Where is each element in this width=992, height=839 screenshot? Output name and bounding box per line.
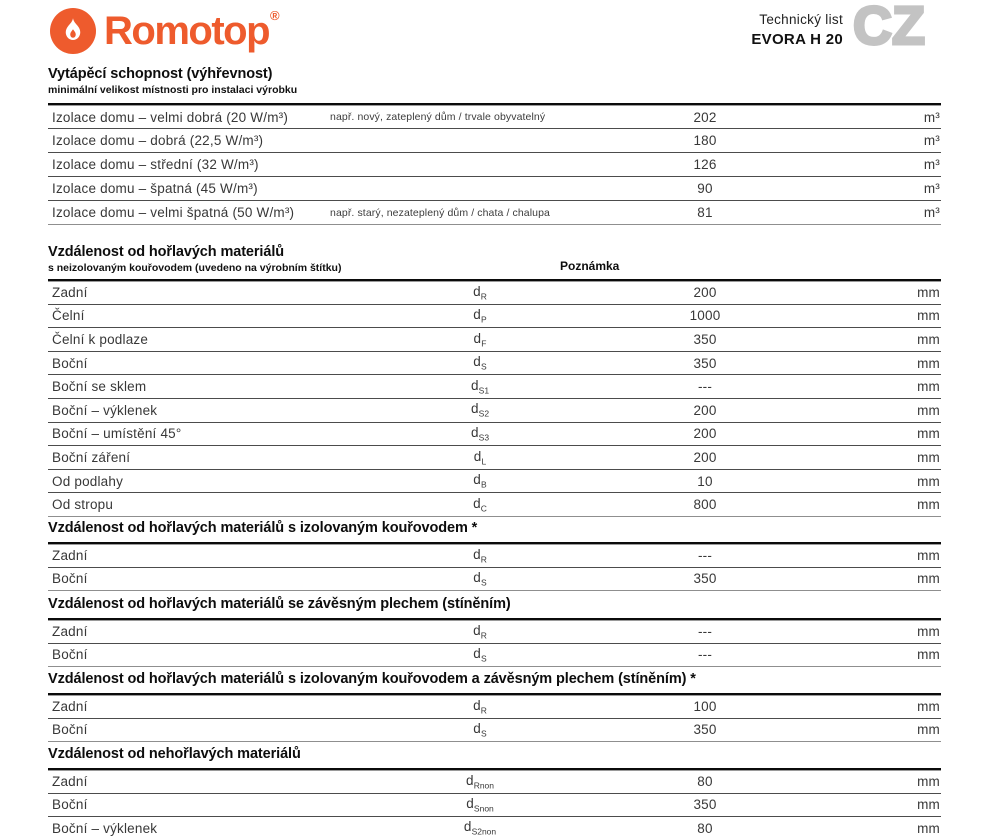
- row-note: např. nový, zateplený dům / trvale obyvatelný: [330, 111, 546, 123]
- table-row: [48, 305, 941, 329]
- row-label: Od stropu: [52, 497, 114, 513]
- row-symbol: $d_B$: [473, 472, 487, 490]
- row-symbol: $d_{Rnon}$: [465, 772, 495, 791]
- table-row: [48, 375, 941, 399]
- row-label: Izolace domu – velmi dobrá (20 W/m³): [52, 109, 289, 125]
- table-row: [48, 544, 941, 568]
- row-value: ---: [697, 548, 713, 564]
- row-label: Boční se sklem: [52, 379, 147, 395]
- row-symbol: $d_{S2}$: [470, 401, 490, 420]
- row-unit: mm: [917, 426, 940, 442]
- row-symbol: $d_S$: [473, 645, 487, 664]
- table-row: [48, 328, 941, 352]
- row-label: Boční – výklenek: [52, 402, 158, 418]
- row-unit: mm: [917, 624, 940, 640]
- row-unit: mm: [917, 548, 940, 564]
- row-label: Boční – umístění 45°: [52, 426, 182, 442]
- row-symbol: $d_{S1}$: [470, 377, 490, 396]
- row-label: Izolace domu – špatná (45 W/m³): [52, 181, 258, 196]
- row-symbol: $d_R$: [473, 546, 487, 565]
- section-title: Vzdálenost od nehořlavých materiálů: [48, 746, 301, 762]
- table-row: [48, 817, 941, 839]
- row-label: Izolace domu – velmi špatná (50 W/m³): [52, 205, 295, 220]
- row-value: 350: [693, 571, 717, 587]
- row-label: Zadní: [52, 699, 88, 715]
- table-row: [48, 470, 941, 494]
- section-distance-shield: [48, 596, 941, 667]
- distance-table: [48, 693, 941, 742]
- row-value: ---: [697, 624, 713, 640]
- distance-table: [48, 618, 941, 667]
- section-distance-nonflammable: [48, 746, 941, 839]
- row-unit: mm: [917, 497, 940, 513]
- table-row: [48, 770, 941, 794]
- row-label: Boční: [52, 355, 88, 371]
- row-value: 800: [693, 497, 717, 513]
- section-title: Vzdálenost od hořlavých materiálů se závěsným plechem (stíněním): [48, 596, 511, 612]
- flame-icon: [50, 8, 96, 54]
- section-distance-insulated-flue-shield: [48, 671, 941, 742]
- table-row: [48, 105, 941, 129]
- row-unit: m³: [923, 157, 940, 172]
- row-symbol: $d_R$: [473, 622, 487, 641]
- row-unit: m³: [923, 133, 940, 148]
- row-value: 1000: [689, 308, 721, 324]
- product-name: EVORA H 20: [751, 31, 843, 48]
- row-symbol: $d_S$: [473, 720, 487, 739]
- row-symbol: $d_R$: [473, 283, 487, 302]
- language-badge: CZ: [853, 0, 925, 56]
- row-value: ---: [697, 379, 713, 395]
- row-value: 200: [693, 402, 717, 418]
- table-row: [48, 620, 941, 644]
- row-value: 202: [693, 109, 717, 125]
- row-value: 90: [697, 181, 713, 196]
- registered-trademark-symbol: ®: [270, 7, 280, 23]
- row-value: 180: [693, 133, 717, 148]
- row-value: ---: [697, 647, 713, 663]
- row-unit: mm: [917, 449, 940, 465]
- row-symbol: $d_F$: [473, 330, 487, 349]
- row-value: 200: [693, 449, 717, 465]
- section-distance-uninsulated-flue: [48, 244, 941, 517]
- row-unit: mm: [917, 647, 940, 663]
- row-label: Čelní: [52, 308, 85, 324]
- row-value: 200: [693, 285, 717, 301]
- row-unit: mm: [917, 722, 940, 738]
- table-row: [48, 177, 941, 201]
- row-unit: m³: [923, 205, 940, 220]
- table-row: [48, 201, 941, 225]
- section-title: Vzdálenost od hořlavých materiálů s izolovaným kouřovodem *: [48, 520, 478, 536]
- row-unit: mm: [917, 820, 940, 836]
- row-value: 200: [693, 426, 717, 442]
- table-row: [48, 493, 941, 517]
- row-value: 10: [697, 473, 713, 489]
- heating-capacity-table: [48, 103, 941, 225]
- row-unit: mm: [917, 797, 940, 813]
- row-unit: mm: [917, 355, 940, 371]
- table-row: [48, 695, 941, 719]
- row-value: 80: [697, 774, 713, 790]
- row-symbol: $d_L$: [473, 448, 487, 467]
- table-row: [48, 794, 941, 818]
- row-label: Boční – výklenek: [52, 820, 158, 836]
- row-value: 350: [693, 722, 717, 738]
- romotop-logo: [50, 8, 279, 54]
- table-row: [48, 423, 941, 447]
- row-symbol: $d_{S3}$: [470, 425, 490, 443]
- table-row: [48, 446, 941, 470]
- table-row: [48, 719, 941, 743]
- section-title: Vzdálenost od hořlavých materiálů s izolovaným kouřovodem a závěsným plechem (stíněním) *: [48, 671, 696, 687]
- row-value: 80: [697, 820, 713, 836]
- row-label: Boční: [52, 797, 88, 813]
- row-note: např. starý, nezateplený dům / chata / chalupa: [330, 206, 550, 219]
- row-unit: mm: [917, 308, 940, 324]
- row-symbol: $d_R$: [473, 697, 487, 716]
- table-row: [48, 399, 941, 423]
- row-unit: mm: [917, 285, 940, 301]
- row-value: 350: [693, 355, 717, 371]
- row-label: Boční: [52, 647, 88, 663]
- document-type: Technický list: [759, 12, 843, 27]
- distance-table: [48, 279, 941, 517]
- section-subtitle: minimální velikost místnosti pro instalaci výrobku: [48, 84, 298, 96]
- row-label: Zadní: [52, 774, 88, 790]
- row-label: Zadní: [52, 624, 88, 640]
- logo-wordmark: Romotop: [104, 9, 270, 53]
- table-row: [48, 129, 941, 153]
- row-value: 350: [693, 331, 717, 347]
- row-unit: mm: [917, 571, 940, 587]
- row-label: Izolace domu – dobrá (22,5 W/m³): [52, 133, 264, 148]
- document-meta: [751, 12, 843, 48]
- row-label: Zadní: [52, 285, 88, 301]
- row-label: Boční záření: [52, 449, 131, 465]
- note-column-header: Poznámka: [560, 259, 620, 273]
- row-label: Izolace domu – střední (32 W/m³): [52, 157, 259, 172]
- row-value: 126: [693, 157, 717, 172]
- distance-table: [48, 768, 941, 839]
- row-symbol: $d_{S2non}$: [463, 819, 497, 838]
- row-label: Zadní: [52, 548, 88, 564]
- row-symbol: $d_S$: [473, 569, 487, 588]
- row-unit: m³: [923, 181, 940, 196]
- row-value: 81: [697, 205, 713, 220]
- row-symbol: $d_P$: [473, 307, 487, 325]
- row-unit: mm: [917, 331, 940, 347]
- row-unit: m³: [923, 109, 940, 125]
- row-unit: mm: [917, 774, 940, 790]
- table-row: [48, 352, 941, 376]
- section-subtitle: s neizolovaným kouřovodem (uvedeno na výrobním štítku): [48, 262, 342, 274]
- table-row: [48, 644, 941, 668]
- row-symbol: $d_C$: [473, 495, 487, 514]
- row-unit: mm: [917, 379, 940, 395]
- row-value: 100: [693, 699, 717, 715]
- table-row: [48, 568, 941, 592]
- section-distance-insulated-flue: [48, 520, 941, 591]
- distance-table: [48, 542, 941, 591]
- section-heating-capacity: [48, 66, 941, 225]
- row-label: Boční: [52, 571, 88, 587]
- table-row: [48, 281, 941, 305]
- row-unit: mm: [917, 699, 940, 715]
- section-title: Vytápěcí schopnost (výhřevnost): [48, 66, 273, 82]
- row-value: 350: [693, 797, 717, 813]
- section-title: Vzdálenost od hořlavých materiálů: [48, 244, 285, 260]
- row-label: Čelní k podlaze: [52, 331, 149, 347]
- row-unit: mm: [917, 402, 940, 418]
- row-label: Od podlahy: [52, 473, 124, 489]
- row-unit: mm: [917, 473, 940, 489]
- row-label: Boční: [52, 722, 88, 738]
- row-symbol: $d_{Snon}$: [466, 795, 494, 814]
- row-symbol: $d_S$: [473, 354, 487, 372]
- table-row: [48, 153, 941, 177]
